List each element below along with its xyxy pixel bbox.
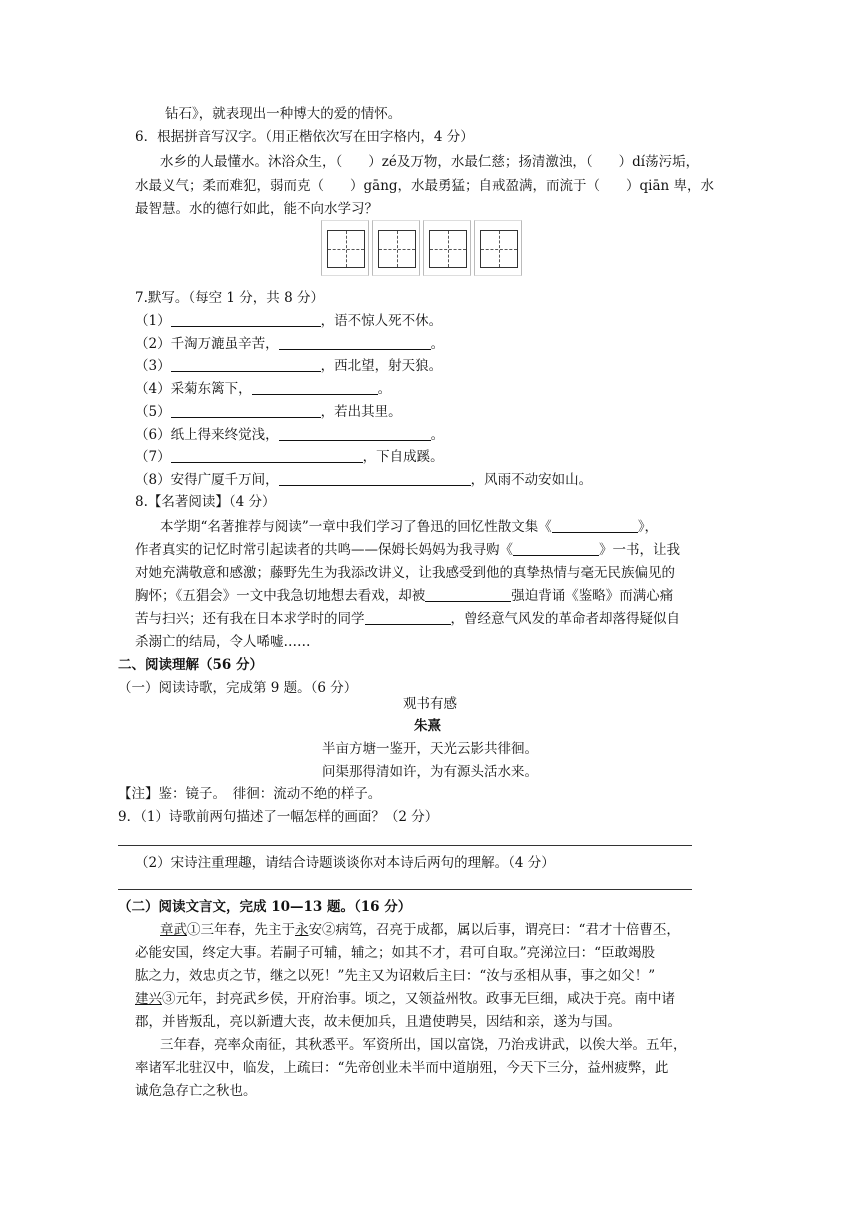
answer-blank[interactable] [513,541,599,556]
answer-blank[interactable] [365,610,451,625]
text-span: ，语不惊人死不休。 [320,313,443,329]
text-span: （2）千淘万漉虽辛苦， [135,336,279,352]
text-span: ①三年春，先主于 [187,922,295,938]
q7-item-6 [135,425,444,445]
q8-paragraph-line [135,609,680,629]
text-span: 》， [637,519,659,535]
text-span: 。 [430,427,445,443]
q7-item-5 [135,402,402,422]
q6-paragraph-line [135,176,714,196]
text-span: （4）采菊东篱下， [135,381,252,397]
q7-item-2 [135,334,444,354]
q6-paragraph-line [160,152,699,172]
q8-paragraph-line [135,540,680,560]
question-9-part-2: （2）宋诗注重理趣，请结合诗题谈谈你对本诗后两句的理解。（4 分） [135,855,555,871]
text-span: （3） [135,358,171,374]
text-span: ）zé及万物，水最仁慈；扬清激浊，（ [368,154,593,170]
q6-paragraph-line: 最智慧。水的德行如此，能不向水学习？ [135,201,378,217]
text-span: （8）安得广厦千万间， [135,472,279,488]
proper-noun: 章武 [160,922,187,938]
classical-text-line: 三年春，亮率众南征，其秋悉平。军资所出，国以富饶，乃治戎讲武，以俟大举。五年， [160,1037,687,1053]
poem-title: 观书有感 [403,696,457,712]
text-span: ）gāng，水最勇猛；自戒盈满，而流于（ [350,178,601,194]
answer-line[interactable] [118,845,692,846]
text-span: ，风雨不动安如山。 [470,472,593,488]
text-span: ）dí荡污垢， [618,154,700,170]
q8-paragraph-line: 对她充满敬意和感激；藤野先生为我添改讲义，让我感受到他的真挚热情与毫无民族偏见的 [135,565,675,581]
text-span: ，西北望，射天狼。 [320,358,443,374]
text-span: 》一书，让我 [599,542,680,558]
poem-line-1: 半亩方塘一鉴开，天光云影共徘徊。 [322,741,538,757]
q7-item-4 [135,379,391,399]
text-span: ，若出其里。 [320,404,402,420]
blank[interactable] [593,154,619,168]
answer-blank[interactable] [171,357,321,372]
question-6-heading: 6．根据拼音写汉字。（用正楷依次写在田字格内，4 分） [135,129,474,145]
answer-blank[interactable] [171,403,321,418]
text-span: （5） [135,404,171,420]
text-span: （6）纸上得来终觉浅， [135,427,279,443]
classical-text-line: 郡，并皆叛乱，亮以新遭大丧，故未便加兵，且遣使聘吴，因结和亲，遂为与国。 [135,1014,621,1030]
q8-paragraph-line [135,586,673,606]
subsection-1-heading: （一）阅读诗歌，完成第 9 题。（6 分） [118,680,358,696]
text-line: 钻石》，就表现出一种博大的爱的情怀。 [165,106,402,122]
tianzige-grid [321,220,525,278]
question-9-part-1: 9．（1）诗歌前两句描述了一幅怎样的画面？（2 分） [118,809,439,825]
text-span: 水乡的人最懂水。沐浴众生，（ [160,154,343,170]
poem-author: 朱熹 [414,718,441,734]
text-span: （7） [135,449,171,465]
classical-text-line: 肱之力，效忠贞之节，继之以死！”先主又为诏敕后主曰：“汝与丞相从事，事之如父！” [135,968,656,984]
text-span: 苦与扫兴；还有我在日本求学时的同学 [135,611,365,627]
text-span: ，曾经意气风发的革命者却落得疑似自 [450,611,680,627]
blank[interactable] [324,178,350,192]
proper-noun: 永 [295,922,309,938]
q7-item-8 [135,470,592,490]
classical-text-line: 率诸军北驻汉中，临发，上疏曰：“先帝创业未半而中道崩殂，今天下三分，益州疲弊，此 [135,1060,669,1076]
proper-noun: 建兴 [135,991,162,1007]
tianzige-cell[interactable] [372,220,420,276]
text-span: ，下自成蹊。 [362,449,444,465]
classical-text-line: 必能安国，终定大事。若嗣子可辅，辅之；如其不才，君可自取。”亮涕泣曰：“臣敢竭股 [135,945,656,961]
text-span: 作者真实的记忆时常引起读者的共鸣——保姆长妈妈为我寻购《 [135,542,513,558]
answer-line[interactable] [118,889,692,890]
q8-paragraph-line: 杀溺亡的结局，令人唏嘘…… [135,634,311,650]
answer-blank[interactable] [171,448,363,463]
classical-text-line [135,989,675,1009]
text-span: 强迫背诵《鉴略》而满心痛 [511,588,674,604]
answer-blank[interactable] [171,312,321,327]
answer-blank[interactable] [279,426,431,441]
text-span: ③元年，封亮武乡侯，开府治事。顷之，又领益州牧。政事无巨细，咸决于亮。南中诸 [162,991,675,1007]
text-span: 。 [430,336,445,352]
tianzige-cell[interactable] [423,220,471,276]
poem-line-2: 问渠那得清如许，为有源头活水来。 [322,764,538,780]
q7-item-3 [135,356,442,376]
blank[interactable] [600,178,626,192]
question-7-heading: 7.默写。（每空 1 分，共 8 分） [135,290,324,306]
text-span: ）qiān 卑，水 [626,178,715,194]
text-span: 水最义气；柔而难犯，弱而克（ [135,178,324,194]
tianzige-cell[interactable] [321,220,369,276]
question-8-heading: 8.【名著阅读】（4 分） [135,494,276,510]
classical-text-line [160,920,680,940]
text-span: 胸怀；《五猖会》一文中我急切地想去看戏，却被 [135,588,426,604]
answer-blank[interactable] [252,380,378,395]
answer-blank[interactable] [425,587,511,602]
q7-item-1 [135,311,442,331]
poem-note: 【注】鉴：镜子。 徘徊：流动不绝的样子。 [118,786,382,802]
subsection-2-heading: （二）阅读文言文，完成 10—13 题。（16 分） [118,899,412,915]
answer-blank[interactable] [279,335,431,350]
blank[interactable] [342,154,368,168]
text-span: （1） [135,313,171,329]
q8-paragraph-line [160,517,658,537]
tianzige-cell[interactable] [474,220,522,276]
text-span: 安②病笃，召亮于成都，属以后事，谓亮曰：“君才十倍曹丕， [308,922,680,938]
text-span: 。 [377,381,392,397]
text-span: 本学期“名著推荐与阅读”一章中我们学习了鲁迅的回忆性散文集《 [160,519,552,535]
section-2-heading: 二、阅读理解（56 分） [118,657,263,673]
answer-blank[interactable] [552,518,638,533]
classical-text-line: 诚危急存亡之秋也。 [135,1083,257,1099]
q7-item-7 [135,447,444,467]
answer-blank[interactable] [279,471,471,486]
